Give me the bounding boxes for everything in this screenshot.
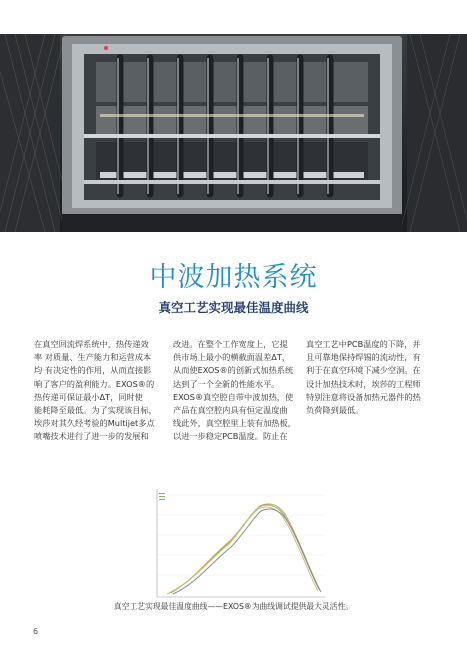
text-line: 喷嘴技术进行了进一步的发展和 [34,431,149,442]
text-line: 以进一步稳定PCB温度。防止在 [173,431,288,442]
text-line: 热传递可保证最小ΔT，同时使 [34,391,143,402]
text-line: 特别注意将设备加热元器件的热 [306,391,421,402]
text-line: 利于在真空环境下减少空洞。在 [306,365,421,376]
text-line: 负荷降到最低。 [306,404,364,415]
figure-caption: 真空工艺实现最佳温度曲线——EXOS®为曲线调试提供最大灵活性。 [113,602,354,611]
text-line: 产品在真空腔内具有恒定温度曲 [173,404,288,415]
text-column-1 [34,338,157,444]
page-title: 中波加热系统 [149,262,318,293]
page-subtitle: 真空工艺实现最佳温度曲线 [158,300,309,315]
text-line: 从而使EXOS®的创新式加热系统 [173,365,294,376]
text-line: 改进。在整个工作宽度上，它提 [173,339,288,349]
text-line: 线此外，真空腔里上装有加热板， [173,418,296,429]
text-line: 率 对质量、生产能力和运营成本 [34,352,152,363]
text-line: 且可靠地保持焊锡的流动性，有 [306,352,421,363]
text-line: 在真空回流焊系统中，热传递效 [34,339,149,349]
page-number: 6 [33,627,39,636]
temperature-curve-graphic [149,485,329,601]
temperature-profile-figure [149,485,329,601]
text-column-2 [173,338,296,444]
text-line: 供市场上最小的横截面温差ΔT， [173,352,291,363]
text-line: 能耗降至最低。为了实现该目标， [34,404,157,415]
text-line: 真空工艺中PCB温度的下降，并 [306,339,421,349]
text-line: 设计加热技术时，埃莎的工程师 [306,378,421,389]
text-line: 达到了一个全新的性能水平。 [173,378,280,389]
text-line: EXOS®真空腔自带中波加热，使 [173,391,294,402]
text-column-3 [306,338,421,417]
text-line: 均 有决定性的作用，从而直接影 [34,365,152,376]
text-line: 响了客户的盈利能力。EXOS®的 [34,378,155,389]
vacuum-chamber-illustration [0,34,467,232]
text-line: 埃莎对其久经考验的Multijet多点 [34,418,155,429]
vacuum-chamber-photo [0,34,467,232]
